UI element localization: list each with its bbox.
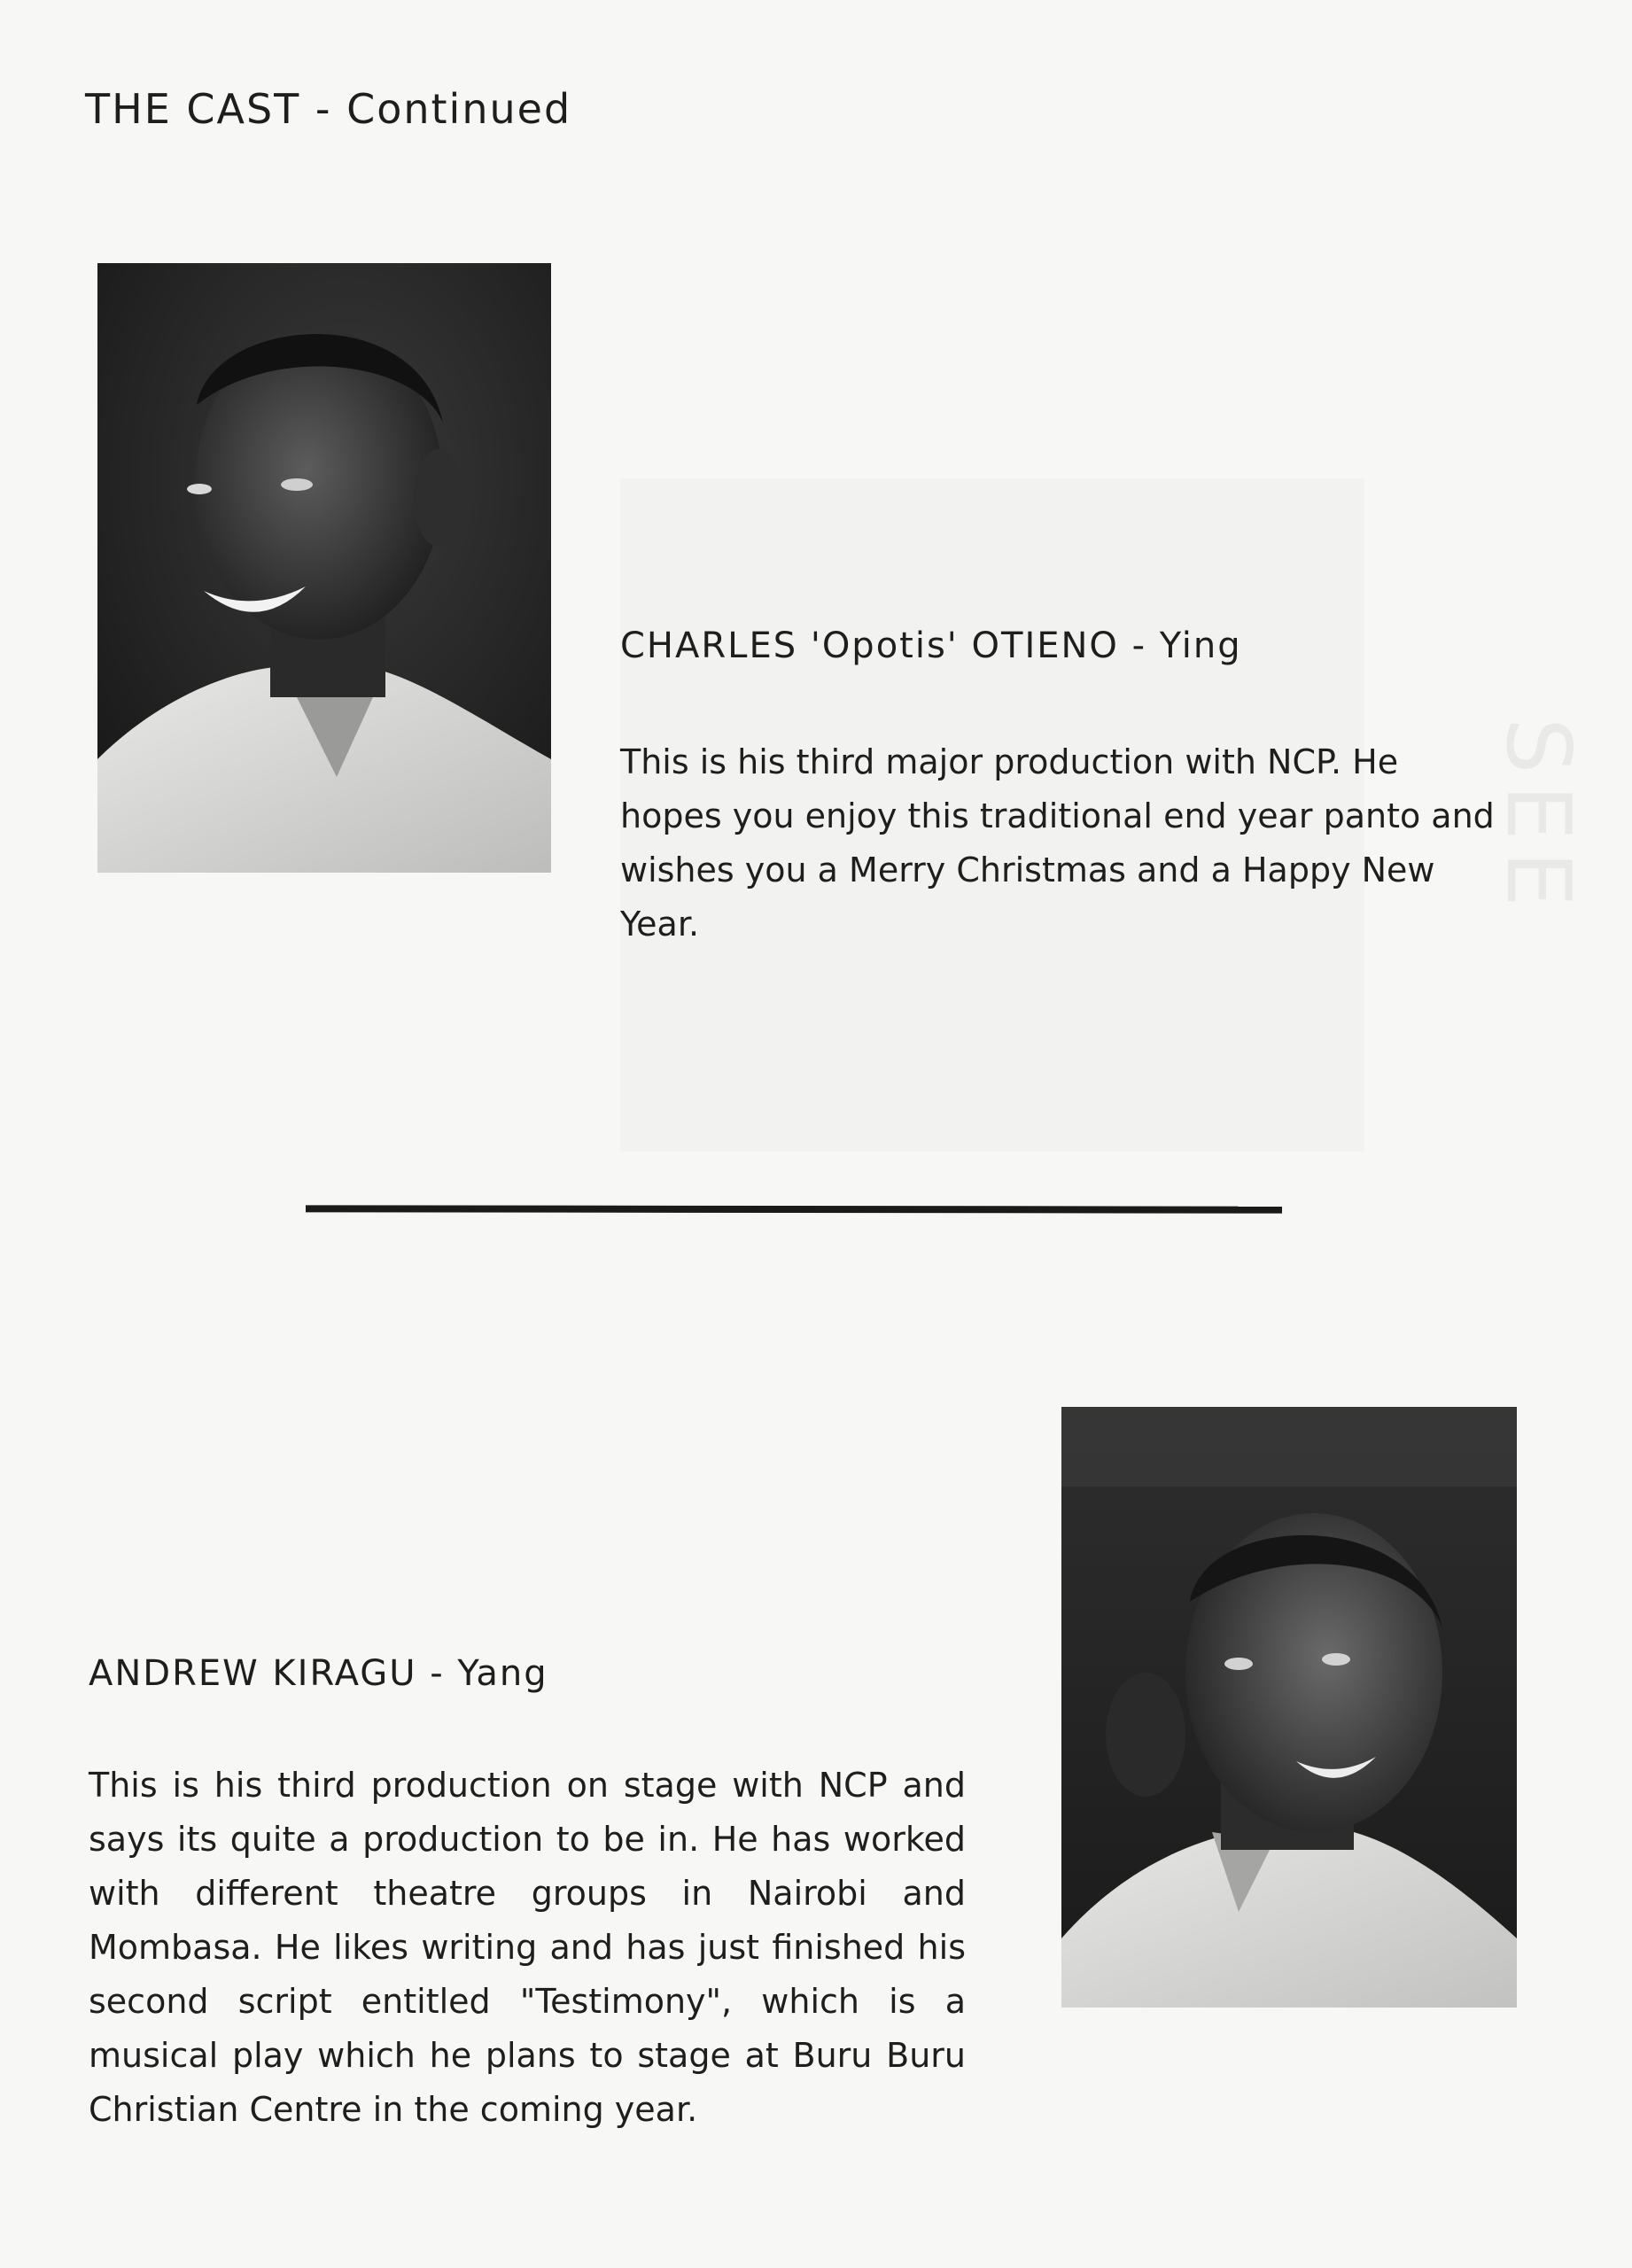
page-heading: THE CAST - Continued bbox=[85, 85, 572, 133]
show-through-text: SEE bbox=[1487, 718, 1590, 918]
section-divider bbox=[306, 1205, 1282, 1213]
cast-name-charles-otieno: CHARLES 'Opotis' OTIENO - Ying bbox=[620, 625, 1242, 666]
cast-bio-charles-otieno: This is his third major production with NCP. He hopes you enjoy this traditional end year panto and wishes you a Merry Christmas and a Happy New Year. bbox=[620, 742, 1495, 944]
cast-name-andrew-kiragu: ANDREW KIRAGU - Yang bbox=[89, 1653, 548, 1694]
cast-photo-andrew-kiragu bbox=[1061, 1407, 1517, 2008]
cast-photo-charles-otieno bbox=[97, 263, 551, 873]
cast-bio-andrew-kiragu: This is his third production on stage with NCP and says its quite a production to be in. He has worked with different theatre groups in Nairobi and Mombasa. He likes writing and has just finished his second script entitled "Testimony", which is a musical play which he plans to stage at Buru Buru Christian Centre in the coming year. bbox=[89, 1766, 966, 2129]
